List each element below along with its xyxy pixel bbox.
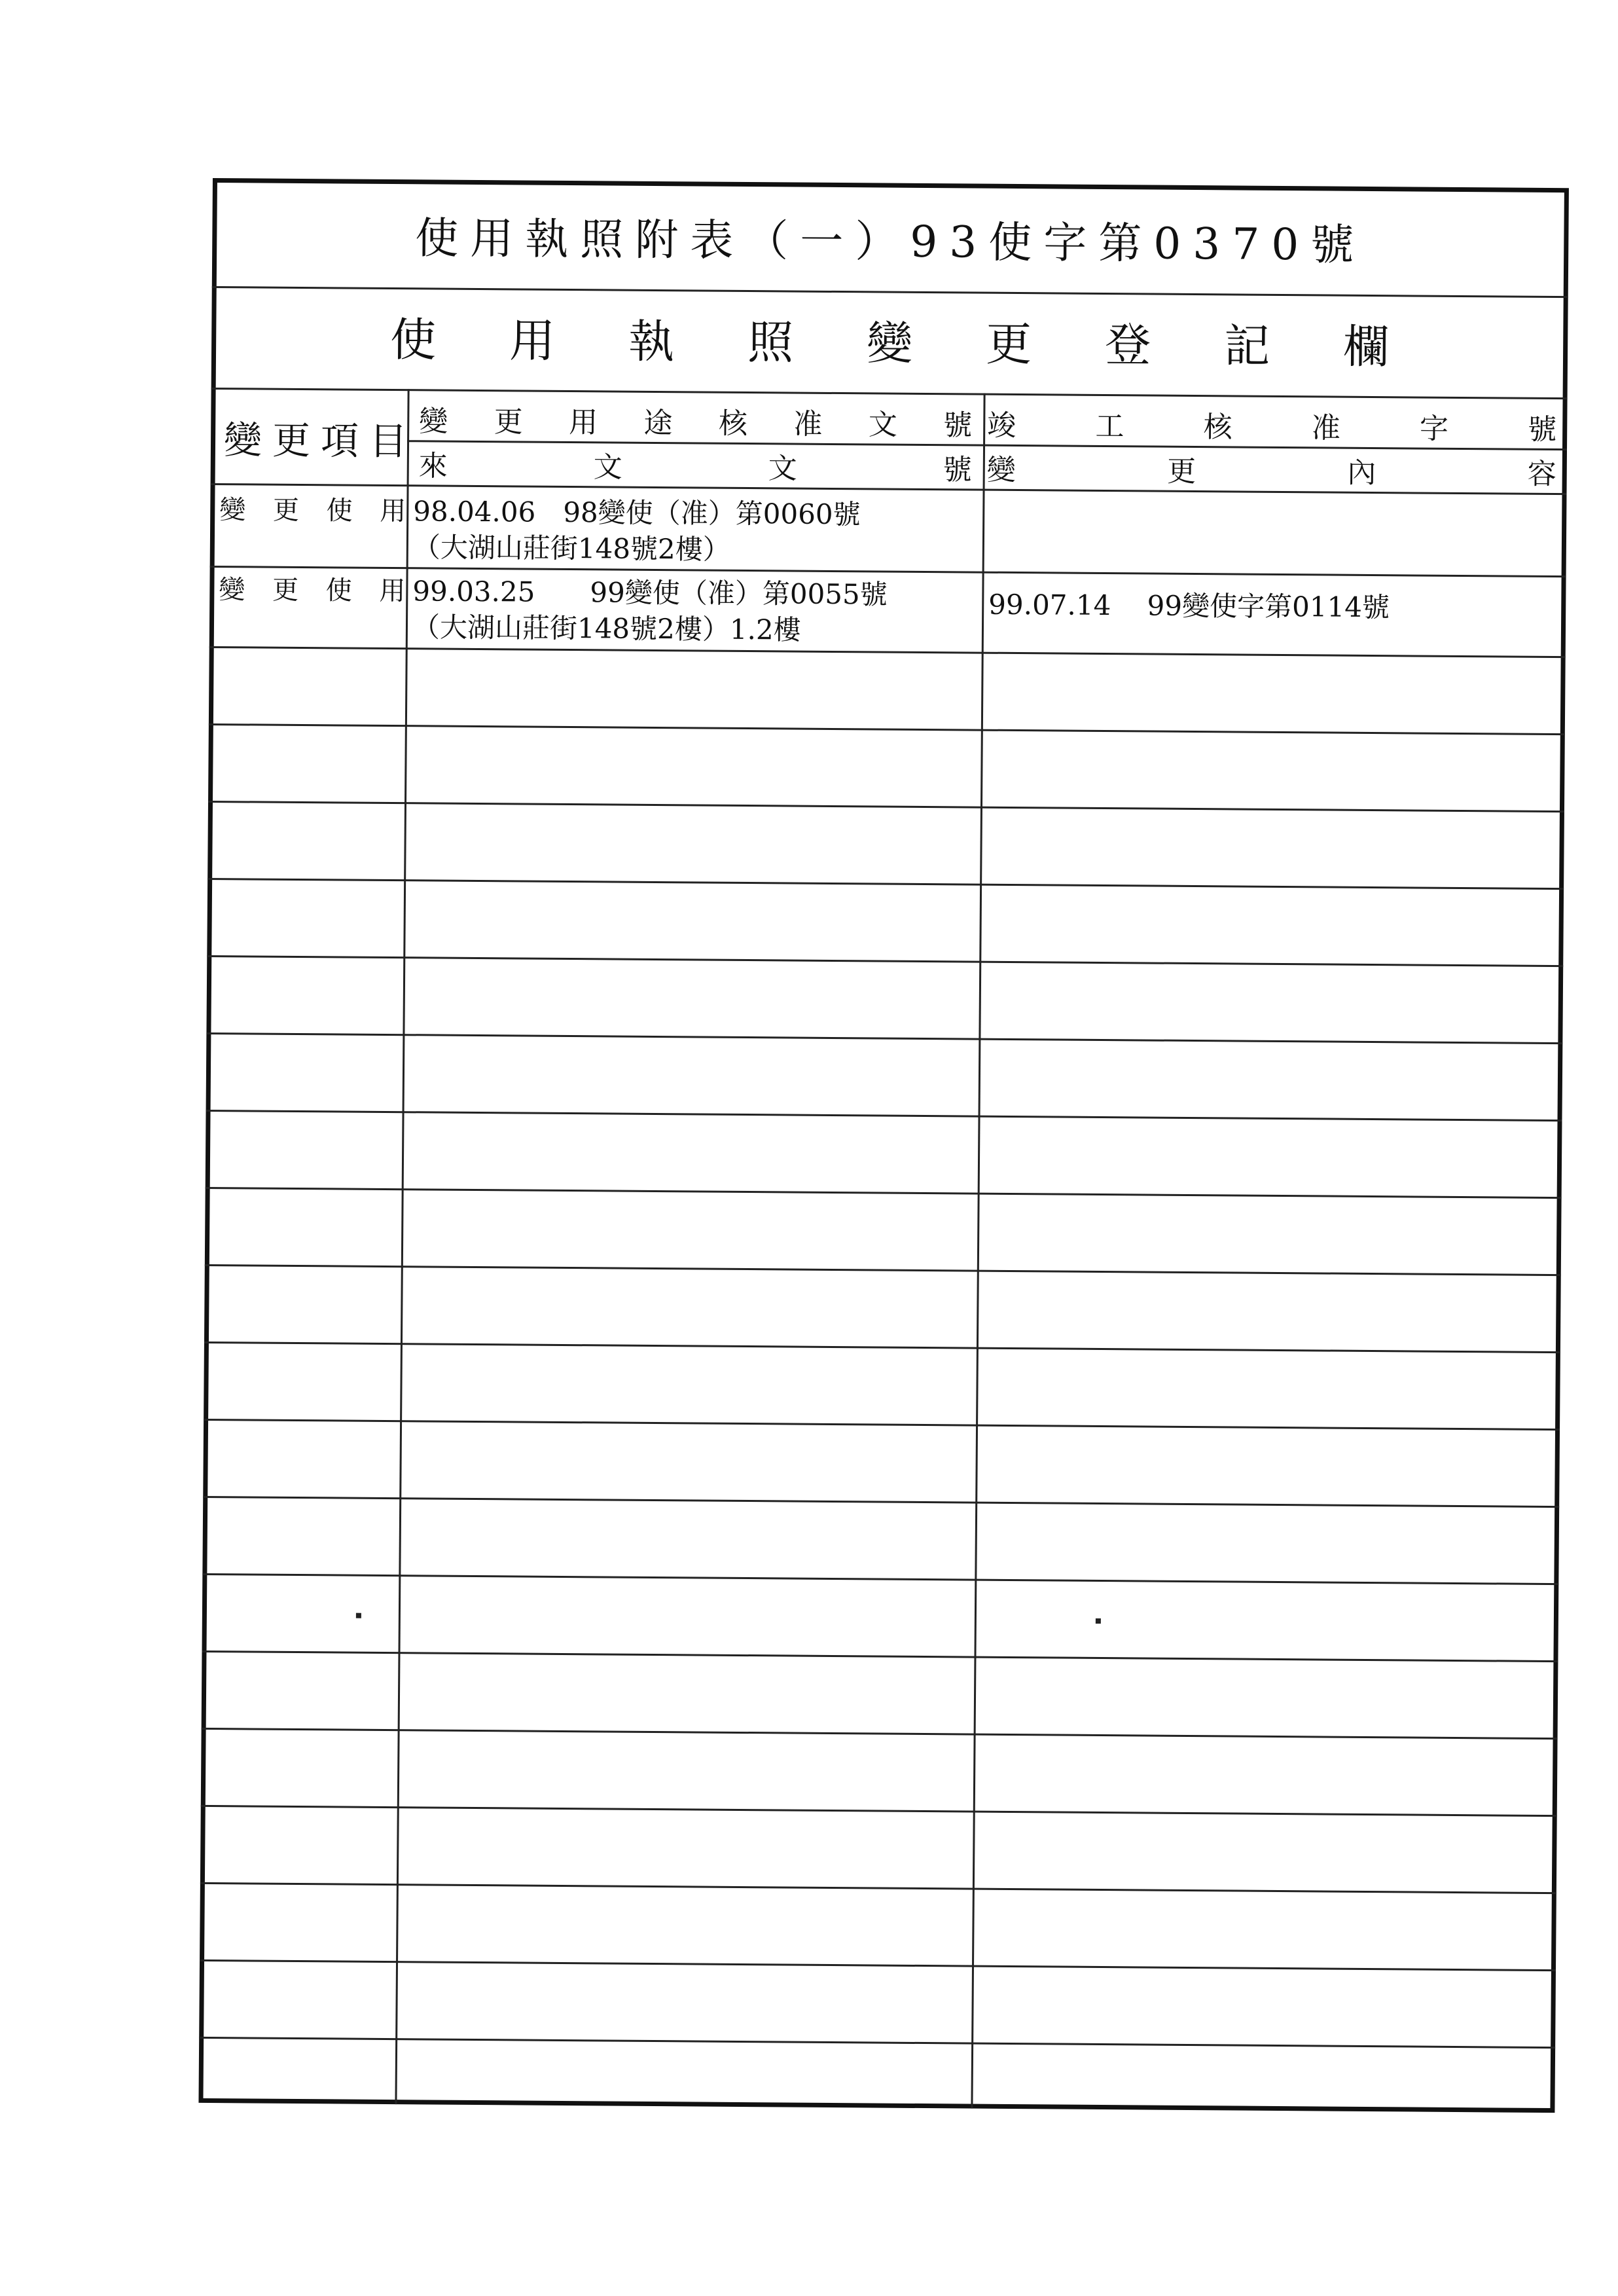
header-char: 更 xyxy=(272,418,311,464)
header-char: 准 xyxy=(793,407,823,441)
header-char: 用 xyxy=(568,405,598,440)
item-char: 用 xyxy=(380,496,406,527)
section-title xyxy=(211,299,1568,388)
header-char: 來 xyxy=(418,449,448,483)
section-title-char: 照 xyxy=(747,315,794,370)
header-change-approval-no xyxy=(419,399,972,442)
header-char: 文 xyxy=(593,450,622,484)
section-title-char: 執 xyxy=(628,314,675,369)
item-char: 更 xyxy=(272,495,300,526)
section-title-char: 登 xyxy=(1104,318,1151,373)
item-char: 變 xyxy=(219,495,246,526)
header-char: 核 xyxy=(1203,410,1232,445)
header-char: 變 xyxy=(223,418,262,463)
section-title-char: 用 xyxy=(509,314,556,368)
header-char: 變 xyxy=(419,405,448,439)
item-char: 更 xyxy=(272,575,299,606)
item-char: 用 xyxy=(379,575,406,607)
header-char: 號 xyxy=(943,453,972,487)
section-title-char: 記 xyxy=(1223,319,1270,373)
row-address-line: （大湖山莊街148號2樓）1.2樓 xyxy=(412,611,801,646)
header-char: 容 xyxy=(1527,457,1556,492)
header-char: 文 xyxy=(868,408,897,442)
header-char: 竣 xyxy=(987,409,1016,443)
header-char: 核 xyxy=(718,407,748,441)
header-char: 項 xyxy=(320,418,359,464)
section-title-char: 欄 xyxy=(1342,319,1390,374)
row-completion: 99.07.14 99變使字第0114號 xyxy=(988,588,1390,624)
scan-mark xyxy=(356,1613,361,1618)
header-char: 目 xyxy=(369,418,408,464)
permit-sheet xyxy=(198,178,1568,2113)
header-char: 字 xyxy=(1419,412,1449,446)
header-char: 文 xyxy=(768,452,797,486)
header-char: 號 xyxy=(1527,412,1557,447)
header-char: 途 xyxy=(643,406,673,441)
section-title-char: 使 xyxy=(389,312,437,367)
row-address-line: （大湖山莊街148號2樓） xyxy=(412,531,730,566)
item-char: 使 xyxy=(326,496,353,526)
header-char: 變 xyxy=(986,453,1016,488)
row-approval-line: 99.03.25 99變使（准）第0055號 xyxy=(412,575,888,611)
row-item xyxy=(219,492,406,529)
header-char: 內 xyxy=(1347,456,1376,490)
row-approval-line: 98.04.06 98變使（准）第0060號 xyxy=(413,495,861,531)
header-char: 更 xyxy=(1166,454,1196,489)
header-incoming-doc-no xyxy=(419,443,972,486)
item-char: 使 xyxy=(325,575,352,606)
page-title: 使用執照附表（一）93使字第0370號 xyxy=(415,213,1366,270)
header-change-item xyxy=(224,397,408,477)
item-char: 變 xyxy=(219,575,245,606)
header-char: 工 xyxy=(1095,409,1124,444)
header-char: 更 xyxy=(494,405,523,439)
header-char: 准 xyxy=(1311,411,1340,445)
section-title-char: 變 xyxy=(866,316,913,371)
header-char: 號 xyxy=(943,409,973,443)
header-completion-approval-no xyxy=(987,403,1556,446)
scan-mark xyxy=(1096,1618,1101,1624)
section-title-char: 更 xyxy=(985,317,1032,372)
header-change-content xyxy=(987,448,1556,491)
row-item xyxy=(219,572,405,609)
